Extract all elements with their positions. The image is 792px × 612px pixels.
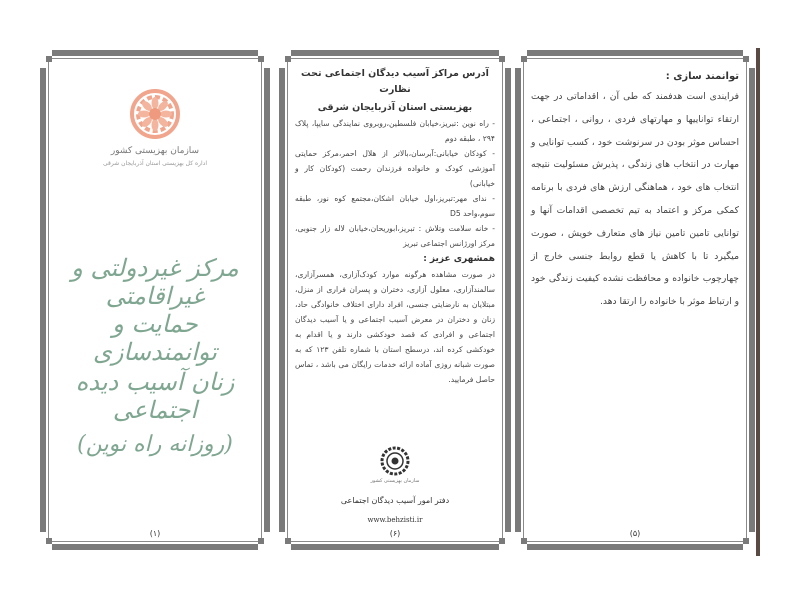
behzisti-logo-icon (380, 446, 410, 476)
empowerment-body: فرایندی است هدفمند که طی آن ، اقداماتی در جهت ارتقاء تواناییها و مهارتهای فردی ، روانی ، اجتماعی ، احساس موثر بودن در سرنوشت خود ، کسب توانایی و مهارت در انتخاب های زندگی ، پذیرش مسئولیت نتیجه انتخاب های خود ، هماهنگی ارزش های فردی با برنامه کمکی مرکز و اعتماد به تیم تخصصی اقدامات آنها و توانایی تامین تامین نیاز های متعارف خویش ، صورت میگیرد تا با کاهش یا قطع روابط جنسی خارج از چهارچوب خانواده و محافظت نشده کیفیت زندگی خود و ارتباط موثر با خانواده را ارتقا دهد. (531, 91, 739, 308)
footer-office: دفتر امور آسیب دیدگان اجتماعی (340, 496, 450, 505)
empowerment-panel (515, 50, 755, 550)
frame-corner (258, 50, 270, 68)
footer-org-name: سازمان بهزیستی کشور (370, 478, 420, 484)
page-number: (۶) (389, 529, 401, 538)
addresses-title: آدرس مراکز آسیب دیدگان اجتماعی تحت نظارت (301, 68, 489, 95)
cover-panel (40, 50, 270, 550)
citizen-body: در صورت مشاهده هرگونه موارد کودک‌آزاری، همسرآزاری، سالمندآزاری، معلول آزاری، دختران و پسران فراری از منزل، مبتلایان به نارضایتی جنسی، افراد دارای اختلاف خانوادگی حاد، زنان و دختران در معرض آسیب اجتماعی و یا آسیب دیدگان اجتماعی و افرادی که قصد خودکشی دارند و یا اقدام به خودکشی کرده اند، درسطح استان با شماره تلفن ۱۲۳ که به صورت شبانه روزی آماده ارائه خدمات رایگان می باشد ، تماس حاصل فرمایید. (295, 270, 495, 384)
addresses-title: بهزیستی استان آذربایجان شرقی (317, 102, 473, 113)
address-item: - کودکان خیابانی:آبرسان،بالاتر از هلال احمر،مرکز حمایتی آموزشی کودک و خانواده فرزندان رحمت (کودکان کار و خیابانی) (295, 149, 495, 188)
frame-border (515, 68, 521, 532)
website-link[interactable]: www.behzisti.ir (367, 516, 423, 524)
frame-border (264, 68, 270, 532)
frame-border (527, 544, 743, 550)
frame-border (749, 68, 755, 532)
citizen-heading: همشهری عزیز : (423, 254, 495, 264)
frame-corner (40, 50, 52, 68)
frame-corner (279, 50, 291, 68)
cover-title-line: (روزانه راه نوین) (77, 432, 233, 457)
frame-border (279, 68, 285, 532)
frame-border (527, 50, 743, 56)
org-name: سازمان بهزیستی کشور (110, 146, 200, 156)
cover-title-line: مرکز غیردولتی و غیراقامتی (71, 254, 239, 310)
frame-border (291, 544, 499, 550)
page-number: (۵) (629, 529, 641, 538)
behzisti-logo-icon (127, 86, 183, 142)
frame-corner (515, 50, 527, 68)
cover-title-line: زنان آسیب دیده اجتماعی (75, 368, 235, 424)
page-number: (۱) (149, 529, 161, 538)
frame-border (40, 68, 46, 532)
frame-corner (499, 50, 511, 68)
frame-border (505, 68, 511, 532)
addresses-panel (279, 50, 511, 550)
org-subtitle: اداره کل بهزیستی استان آذربایجان شرقی (102, 160, 208, 167)
cover-title-line: حمایت و توانمندسازی (93, 310, 217, 366)
empowerment-title: توانمند سازی : (665, 71, 739, 82)
frame-border (291, 50, 499, 56)
address-item: - راه نوین :تبریز،خیابان فلسطین،روبروی نمایندگی سایپا، پلاک ۲۹۴ ، طبقه دوم (295, 119, 495, 143)
address-item: - خانه سلامت وتلاش : تبریز،ابوریحان،خیابان لاله زار جنوبی، مرکز اورژانس اجتماعی تبریز (295, 224, 495, 248)
page-edge-line (756, 48, 760, 556)
frame-border (52, 50, 258, 56)
frame-corner (743, 50, 755, 68)
address-item: - ندای مهر:تبریز،اول خیابان اشکان،مجتمع کوه نور، طبقه سوم،واحد D5 (295, 194, 495, 218)
frame-border (52, 544, 258, 550)
